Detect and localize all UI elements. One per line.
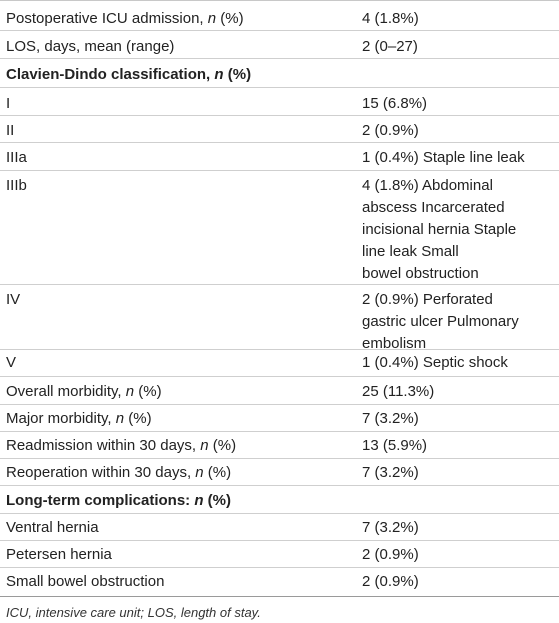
section-title: Clavien-Dindo classification, n (%) [6, 66, 252, 83]
row-value: 7 (3.2%) [362, 410, 419, 427]
row-label: II [6, 122, 15, 139]
row-value: 2 (0.9%) [362, 546, 419, 563]
section-title: Long-term complications: n (%) [6, 492, 232, 509]
table-footnote: ICU, intensive care unit; LOS, length of stay. [6, 605, 261, 620]
table-bottom-border [0, 596, 559, 597]
row-label: Postoperative ICU admission, n (%) [6, 10, 244, 27]
row-value: 2 (0–27) [362, 38, 418, 55]
row-label: I [6, 95, 11, 112]
table-row [0, 143, 559, 171]
table-row [0, 459, 559, 486]
row-value: 15 (6.8%) [362, 95, 428, 112]
row-label: Small bowel obstruction [6, 573, 165, 590]
row-label: LOS, days, mean (range) [6, 38, 175, 55]
table-row [0, 350, 559, 377]
table-row [0, 405, 559, 432]
row-label: Overall morbidity, n (%) [6, 383, 162, 400]
row-label: Readmission within 30 days, n (%) [6, 437, 237, 454]
row-value: 1 (0.4%) Septic shock [362, 354, 508, 371]
table-section-header [0, 486, 559, 514]
table-row [0, 31, 559, 59]
table-row [0, 116, 559, 143]
row-label: IIIa [6, 149, 27, 166]
row-label: IIIb [6, 177, 27, 194]
row-label: Reoperation within 30 days, n (%) [6, 464, 232, 481]
row-label: V [6, 354, 17, 371]
row-label: Petersen hernia [6, 546, 112, 563]
row-value: 2 (0.9%) [362, 573, 419, 590]
row-label: Major morbidity, n (%) [6, 410, 152, 427]
row-value: 4 (1.8%) Abdominal abscess Incarcerated incisional hernia Staple line leak Small bowel obstruction [362, 177, 517, 282]
table-row [0, 1, 559, 31]
table-row [0, 568, 559, 596]
table-row [0, 88, 559, 116]
row-value: 1 (0.4%) Staple line leak [362, 149, 525, 166]
table-row [0, 541, 559, 568]
row-value: 7 (3.2%) [362, 519, 419, 536]
row-value: 25 (11.3%) [362, 383, 435, 400]
table-row [0, 432, 559, 459]
row-value: 2 (0.9%) [362, 122, 419, 139]
table-section-header [0, 59, 559, 88]
row-value: 13 (5.9%) [362, 437, 428, 454]
table-row [0, 514, 559, 541]
row-label: IV [6, 291, 21, 308]
row-value: 2 (0.9%) Perforated gastric ulcer Pulmonary embolism [362, 291, 519, 352]
row-label: Ventral hernia [6, 519, 99, 536]
table-row [0, 377, 559, 405]
table-row [0, 285, 559, 350]
table-row [0, 171, 559, 285]
row-value: 7 (3.2%) [362, 464, 419, 481]
row-value: 4 (1.8%) [362, 10, 419, 27]
